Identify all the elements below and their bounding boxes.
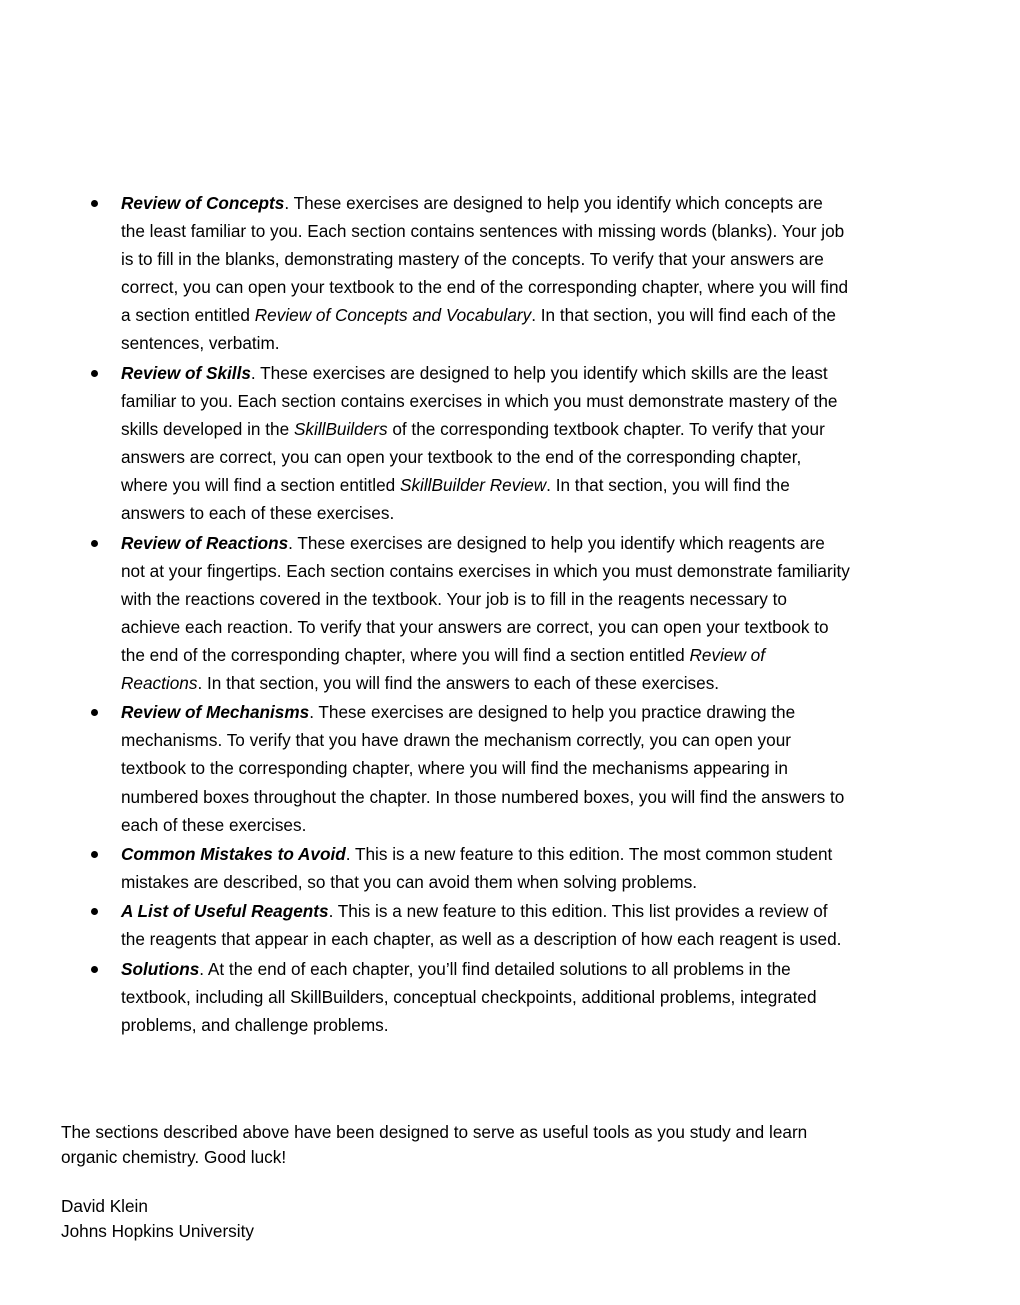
item-text: of the corresponding textbook chapter. To verify that your answers are correct, you can open your textbook to the end of the corresponding chapter, where you will find a section entitled: [121, 418, 825, 496]
item-term: Review of Reactions: [121, 532, 289, 553]
item-text: . At the end of each chapter, you’ll find detailed solutions to all problems in the textbook, including all SkillBuilders, conceptual checkpoints, additional problems, integrated problems, and challenge problems.: [121, 958, 817, 1035]
item-italic-text: Review of Reactions: [121, 644, 765, 693]
item-term: Review of Concepts: [121, 193, 285, 213]
bullet-icon: [91, 540, 98, 547]
item-term: Review of Skills: [121, 362, 251, 383]
item-text: . This is a new feature to this edition. The most common student mistakes are described, so that you can avoid them when solving problems.: [121, 843, 833, 892]
item-text: . This is a new feature to this edition. This list provides a review of the reagents that appear in each chapter, as well as a description of how each reagent is used.: [121, 901, 842, 950]
bullet-icon: [91, 908, 98, 915]
list-item-review-of-reactions: [60, 529, 850, 698]
item-italic-text: SkillBuilder Review: [399, 475, 547, 496]
author-affiliation: Johns Hopkins University: [61, 1220, 254, 1241]
bullet-icon: [91, 370, 98, 377]
bullet-icon: [91, 200, 98, 207]
item-text: . In that section, you will find each of the sentences, verbatim.: [121, 305, 836, 354]
bullet-icon: [91, 851, 98, 858]
bullet-icon: [91, 966, 98, 973]
list-item-common-mistakes: [60, 840, 850, 896]
item-text: . These exercises are designed to help you identify which reagents are not at your fingertips. Each section contains exercises in which you must demonstrate familiarity with the reactions covered in the textbook. Your job is to fill in the reagents necessary to achieve each reaction. To verify that your answers are correct, you can open your textbook to the end of the corresponding chapter, where you will find a section entitled: [121, 532, 850, 665]
item-text: . These exercises are designed to help you identify which concepts are the least familiar to you. Each section contains sentences with missing words (blanks). Your job is to fill in the blanks, demonstrating mastery of the concepts. To verify that your answers are correct, you can open your textbook to the end of the corresponding chapter, where you will find a section entitled: [121, 193, 849, 326]
item-text: . In that section, you will find the answers to each of these exercises.: [197, 672, 720, 693]
list-item-review-of-skills: [60, 359, 850, 528]
item-term: Review of Mechanisms: [121, 702, 310, 723]
closing-paragraph: The sections described above have been designed to serve as useful tools as you study and learn organic chemistry. Good luck!: [61, 1122, 808, 1167]
author-name: David Klein: [61, 1196, 148, 1216]
item-term: Solutions: [121, 958, 200, 979]
list-item-review-of-concepts: [60, 189, 850, 358]
item-italic-text: Review of Concepts and Vocabulary: [254, 305, 532, 326]
list-item-review-of-mechanisms: [60, 698, 850, 838]
item-italic-text: SkillBuilders: [293, 418, 388, 439]
item-text: . In that section, you will find the answers to each of these exercises.: [121, 475, 790, 524]
item-text: . These exercises are designed to help you practice drawing the mechanisms. To verify that you have drawn the mechanism correctly, you can open your textbook to the corresponding chapter, where you will find the mechanisms appearing in numbered boxes throughout the chapter. In those numbered boxes, you will find the answers to each of these exercises.: [121, 702, 845, 835]
list-item-useful-reagents: [60, 897, 850, 953]
item-term: A List of Useful Reagents: [121, 901, 329, 922]
item-text: . These exercises are designed to help you identify which skills are the least familiar to you. Each section contains exercises in which you must demonstrate mastery of the skills developed in the: [121, 362, 838, 439]
item-term: Common Mistakes to Avoid: [121, 843, 346, 864]
bullet-icon: [91, 709, 98, 716]
feature-list: [60, 189, 850, 1040]
list-item-solutions: [60, 955, 850, 1039]
signature-block: [61, 1194, 254, 1243]
